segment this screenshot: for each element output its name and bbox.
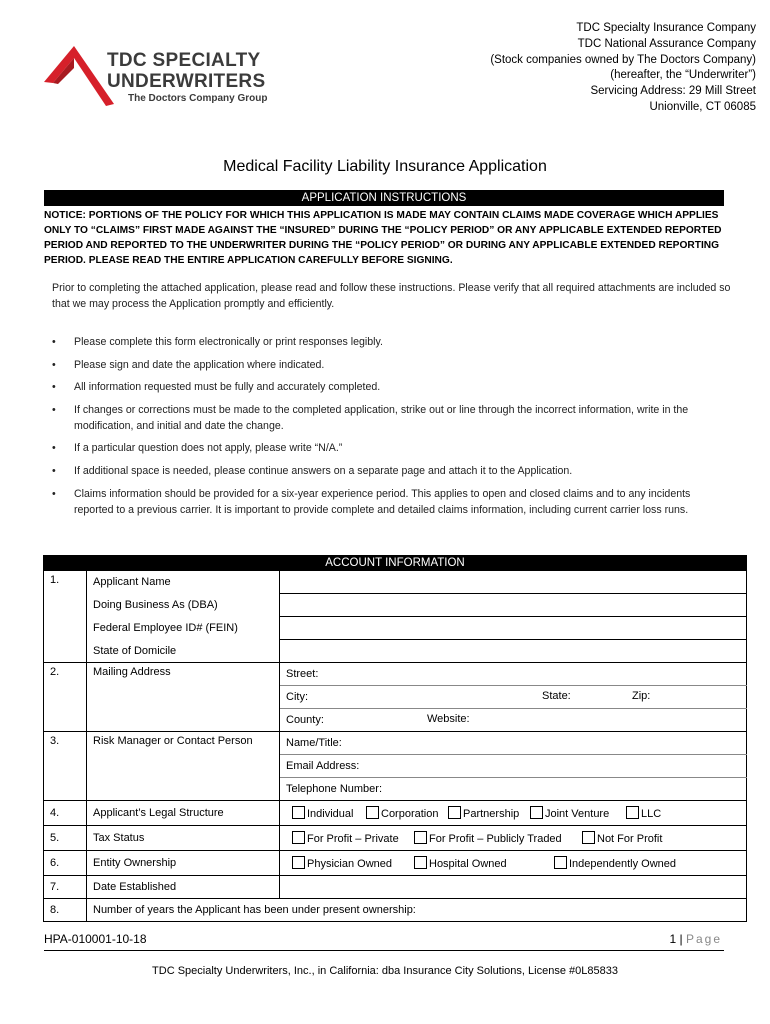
entity-ownership-options [280, 851, 747, 876]
checkbox-individual[interactable] [292, 806, 353, 820]
checkbox-icon[interactable] [448, 806, 461, 819]
website-label: Website: [427, 713, 470, 725]
checkbox-independently-owned[interactable] [554, 856, 676, 870]
field-label: Applicant’s Legal Structure [87, 801, 280, 826]
list-item-text: Claims information should be provided for a six-year experience period. This applies to open and closed claims and to any incidents reported to a previous carrier. It is important to provide complete and detailed claims information, including current carrier loss runs. [74, 488, 691, 516]
option-label: Joint Venture [545, 808, 610, 820]
field-label: State of Domicile [87, 640, 280, 663]
street-field[interactable] [280, 663, 747, 686]
state-label: State: [542, 690, 571, 702]
list-item-text: If a particular question does not apply, please write “N/A.” [74, 442, 343, 454]
tax-status-options [280, 826, 747, 851]
field-label: Risk Manager or Contact Person [87, 732, 280, 801]
bullet-icon: • [52, 465, 56, 477]
logo-tagline: The Doctors Company Group [128, 93, 268, 104]
list-item-text: If additional space is needed, please continue answers on a separate page and attach it to the Application. [74, 465, 573, 477]
bullet-icon: • [52, 336, 56, 348]
instructions-header-bar: APPLICATION INSTRUCTIONS [44, 190, 724, 206]
fein-field[interactable] [280, 617, 747, 640]
checkbox-partnership[interactable] [448, 806, 519, 820]
page-title: Medical Facility Liability Insurance Application [223, 158, 547, 175]
county-website-row[interactable] [280, 709, 747, 732]
checkbox-hospital-owned[interactable] [414, 856, 507, 870]
question-number: 2. [44, 663, 87, 732]
notice-text: NOTICE: PORTIONS OF THE POLICY FOR WHICH THIS APPLICATION IS MADE MAY CONTAIN CLAIMS MADE COVERAGE WHICH APPLIES ONLY TO “CLAIMS” FIRST MADE AGAINST THE “INSURED” DURING THE “POLICY PERIOD” OR ANY APPLICABLE EXTENDED REPORTED PERIOD AND REPORTED TO THE UNDERWRITER DURING THE “POLICY PERIOD” OR DURING ANY APPLICABLE EXTENDED REPORTING PERIOD. PLEASE READ THE ENTIRE APPLICATION CAREFULLY BEFORE SIGNING. [44, 210, 722, 266]
field-label: Federal Employee ID# (FEIN) [87, 617, 280, 640]
header-line: Unionville, CT 06085 [649, 101, 756, 113]
question-number: 6. [44, 851, 87, 876]
page-word: Page [685, 932, 722, 946]
header-line: (hereafter, the “Underwriter”) [610, 69, 756, 81]
field-label: Entity Ownership [87, 851, 280, 876]
checkbox-icon[interactable] [626, 806, 639, 819]
date-established-field[interactable] [280, 876, 747, 899]
checkbox-physician-owned[interactable] [292, 856, 392, 870]
intro-text: Prior to completing the attached application, please read and follow these instructions. Please verify that all required attachments are included so that we may process the Application promptly and efficiently. [52, 282, 731, 310]
checkbox-icon[interactable] [414, 831, 427, 844]
option-label: Individual [307, 808, 354, 820]
question-number: 4. [44, 801, 87, 826]
option-label: Corporation [381, 808, 439, 820]
question-number: 3. [44, 732, 87, 801]
bullet-icon: • [52, 488, 56, 500]
option-label: Not For Profit [597, 833, 663, 845]
checkbox-icon[interactable] [366, 806, 379, 819]
list-item [52, 440, 732, 456]
checkbox-corporation[interactable] [366, 806, 438, 820]
bullet-icon: • [52, 359, 56, 371]
city-state-zip-row[interactable] [280, 686, 747, 709]
header-line: (Stock companies owned by The Doctors Company) [490, 54, 756, 66]
applicant-name-field[interactable] [280, 571, 747, 594]
option-label: Partnership [463, 808, 520, 820]
field-label: Doing Business As (DBA) [87, 594, 280, 617]
state-of-domicile-field[interactable] [280, 640, 747, 663]
header-line: Servicing Address: 29 Mill Street [590, 85, 756, 97]
list-item-text: Please sign and date the application where indicated. [74, 359, 325, 371]
question-number: 7. [44, 876, 87, 899]
phone-label: Telephone Number: [286, 783, 383, 795]
field-label: Date Established [87, 876, 280, 899]
account-header-bar: ACCOUNT INFORMATION [43, 555, 747, 571]
field-label: Mailing Address [87, 663, 280, 732]
list-item [52, 486, 732, 534]
page-separator: | [679, 932, 683, 946]
question-number: 5. [44, 826, 87, 851]
account-info-table [43, 570, 747, 922]
field-label: Number of years the Applicant has been under present ownership: [93, 904, 416, 916]
option-label: LLC [641, 808, 662, 820]
list-item-text: If changes or corrections must be made to the completed application, strike out or line through the incorrect information, write in the modification, and initial and date the change. [74, 404, 689, 432]
checkbox-icon[interactable] [292, 806, 305, 819]
list-item [52, 463, 732, 479]
logo-text-line2: UNDERWRITERS [107, 71, 266, 92]
zip-label: Zip: [632, 690, 651, 702]
page-number: 1 [669, 932, 677, 946]
dba-field[interactable] [280, 594, 747, 617]
street-label: Street: [286, 668, 319, 680]
list-item [52, 357, 732, 373]
option-label: Physician Owned [307, 858, 392, 870]
form-number: HPA-010001-10-18 [44, 932, 147, 946]
checkbox-icon[interactable] [292, 856, 305, 869]
county-label: County: [286, 714, 324, 726]
years-under-ownership-field[interactable] [87, 899, 747, 922]
option-label: For Profit – Private [307, 833, 399, 845]
license-text: TDC Specialty Underwriters, Inc., in California: dba Insurance City Solutions, License #0L85833 [152, 965, 618, 977]
contact-phone-field[interactable] [280, 778, 747, 801]
list-item-text: Please complete this form electronically or print responses legibly. [74, 336, 383, 348]
city-label: City: [286, 691, 308, 703]
option-label: Hospital Owned [429, 858, 507, 870]
checkbox-for-profit-private[interactable] [292, 831, 399, 845]
list-item [52, 334, 732, 350]
header-line: TDC Specialty Insurance Company [576, 22, 756, 34]
checkbox-for-profit-public[interactable] [414, 831, 562, 845]
field-label: Tax Status [87, 826, 280, 851]
footer-divider [44, 950, 724, 951]
checkbox-not-for-profit[interactable] [582, 831, 662, 845]
checkbox-icon[interactable] [292, 831, 305, 844]
bullet-icon: • [52, 381, 56, 393]
contact-name-field[interactable] [280, 732, 747, 755]
legal-structure-options [280, 801, 747, 826]
checkbox-joint-venture[interactable] [530, 806, 609, 820]
checkbox-icon[interactable] [530, 806, 543, 819]
option-label: For Profit – Publicly Traded [429, 833, 562, 845]
logo-text-line1: TDC SPECIALTY [107, 50, 261, 71]
header-line: TDC National Assurance Company [577, 38, 756, 50]
email-label: Email Address: [286, 760, 360, 772]
bullet-icon: • [52, 404, 56, 416]
question-number: 8. [44, 899, 87, 922]
checkbox-icon[interactable] [414, 856, 427, 869]
field-label: Applicant Name [87, 571, 280, 594]
option-label: Independently Owned [569, 858, 677, 870]
checkbox-llc[interactable] [626, 806, 661, 820]
question-number: 1. [44, 571, 87, 663]
logo-mark-icon [44, 46, 114, 110]
page-indicator [669, 932, 722, 946]
list-item [52, 402, 732, 434]
name-title-label: Name/Title: [286, 737, 342, 749]
list-item-text: All information requested must be fully and accurately completed. [74, 381, 381, 393]
checkbox-icon[interactable] [554, 856, 567, 869]
bullet-icon: • [52, 442, 56, 454]
contact-email-field[interactable] [280, 755, 747, 778]
checkbox-icon[interactable] [582, 831, 595, 844]
list-item [52, 379, 732, 395]
